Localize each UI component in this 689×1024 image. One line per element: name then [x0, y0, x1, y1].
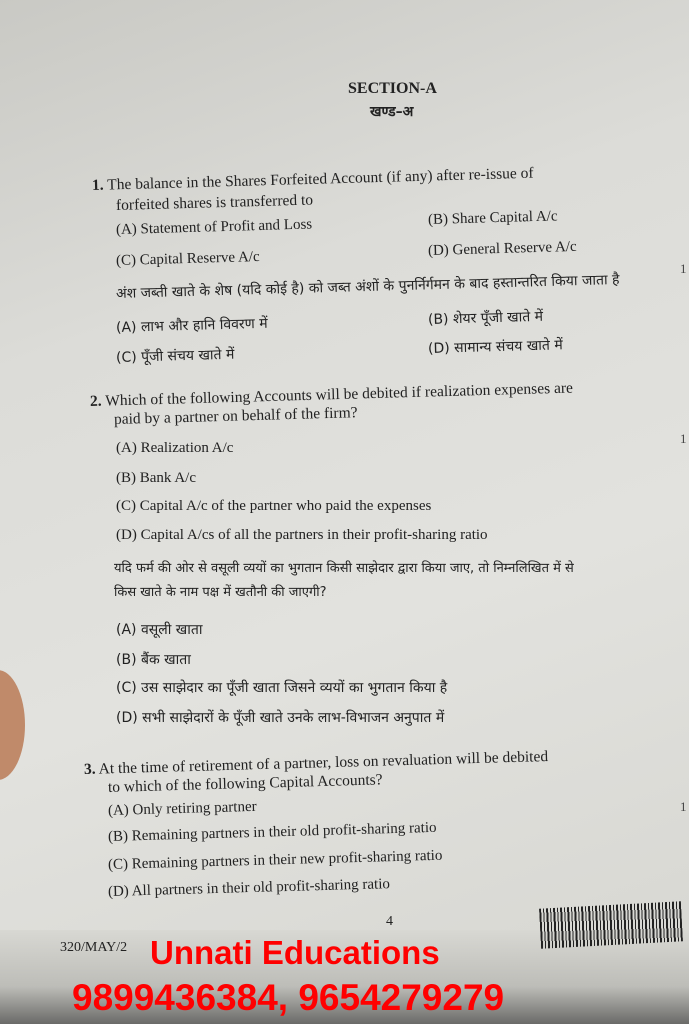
question-text: Which of the following Accounts will be debited if realization expenses are	[104, 379, 574, 410]
option-d-hindi: (D) सामान्य संचय खाते में	[427, 337, 563, 357]
margin-mark: 1	[680, 431, 687, 446]
option-d: (D) Capital A/cs of all the partners in their profit-sharing ratio	[116, 527, 488, 543]
option-b-hindi: (B) बैंक खाता	[116, 652, 191, 668]
barcode	[539, 901, 683, 948]
option-a: (A) Realization A/c	[116, 440, 234, 456]
option-c-hindi: (C) पूँजी संचय खाते में	[115, 346, 235, 366]
option-a-hindi: (A) लाभ और हानि विवरण में	[115, 315, 268, 336]
option-a: (A) Only retiring partner	[107, 798, 257, 819]
question-number: 1.	[91, 176, 104, 194]
question-text-cont: paid by a partner on behalf of the firm?	[113, 404, 358, 428]
page-number: 4	[386, 914, 393, 929]
option-d: (D) General Reserve A/c	[427, 238, 577, 259]
option-b: (B) Share Capital A/c	[427, 208, 558, 228]
watermark-name: Unnati Educations	[150, 934, 440, 971]
option-b-hindi: (B) शेयर पूँजी खाते में	[427, 308, 544, 328]
margin-mark: 1	[680, 261, 687, 276]
option-b: (B) Remaining partners in their old profit-sharing ratio	[107, 819, 437, 845]
option-b: (B) Bank A/c	[116, 470, 196, 486]
option-c-hindi: (C) उस साझेदार का पूँजी खाता जिसने व्ययों का भुगतान किया है	[116, 680, 448, 696]
section-title-hindi: खण्ड–अ	[370, 104, 414, 120]
section-title: SECTION-A	[348, 80, 437, 97]
option-c: (C) Capital A/c of the partner who paid the expenses	[116, 498, 432, 514]
option-c: (C) Remaining partners in their new profit-sharing ratio	[107, 847, 443, 873]
question-number: 2.	[89, 392, 102, 410]
question-text-cont: forfeited shares is transferred to	[115, 191, 314, 214]
question-text-cont: to which of the following Capital Accounts?	[107, 771, 383, 796]
option-c: (C) Capital Reserve A/c	[115, 248, 260, 269]
question-text: The balance in the Shares Forfeited Account (if any) after re-issue of	[106, 164, 534, 194]
question-hindi-cont: किस खाते के नाम पक्ष में खतौनी की जाएगी?	[114, 585, 327, 600]
question-hindi: अंश जब्ती खाते के शेष (यदि कोई है) को जब्त अंशों के पुनर्निर्गमन के बाद हस्तान्तरित किया जाता है	[115, 271, 620, 302]
margin-mark: 1	[680, 799, 687, 814]
watermark-phone: 9899436384, 9654279279	[72, 977, 505, 1018]
option-d-hindi: (D) सभी साझेदारों के पूँजी खाते उनके लाभ-विभाजन अनुपात में	[116, 710, 445, 726]
option-a-hindi: (A) वसूली खाता	[116, 622, 203, 638]
question-hindi: यदि फर्म की ओर से वसूली व्ययों का भुगतान किसी साझेदार द्वारा किया जाए, तो निम्नलिखित में से	[114, 561, 574, 576]
question-text: At the time of retirement of a partner, loss on revaluation will be debited	[98, 748, 549, 778]
option-a: (A) Statement of Profit and Loss	[115, 216, 313, 238]
paper-code: 320/MAY/2	[60, 940, 128, 955]
question-number: 3.	[83, 760, 96, 778]
option-d: (D) All partners in their old profit-sharing ratio	[107, 876, 391, 900]
